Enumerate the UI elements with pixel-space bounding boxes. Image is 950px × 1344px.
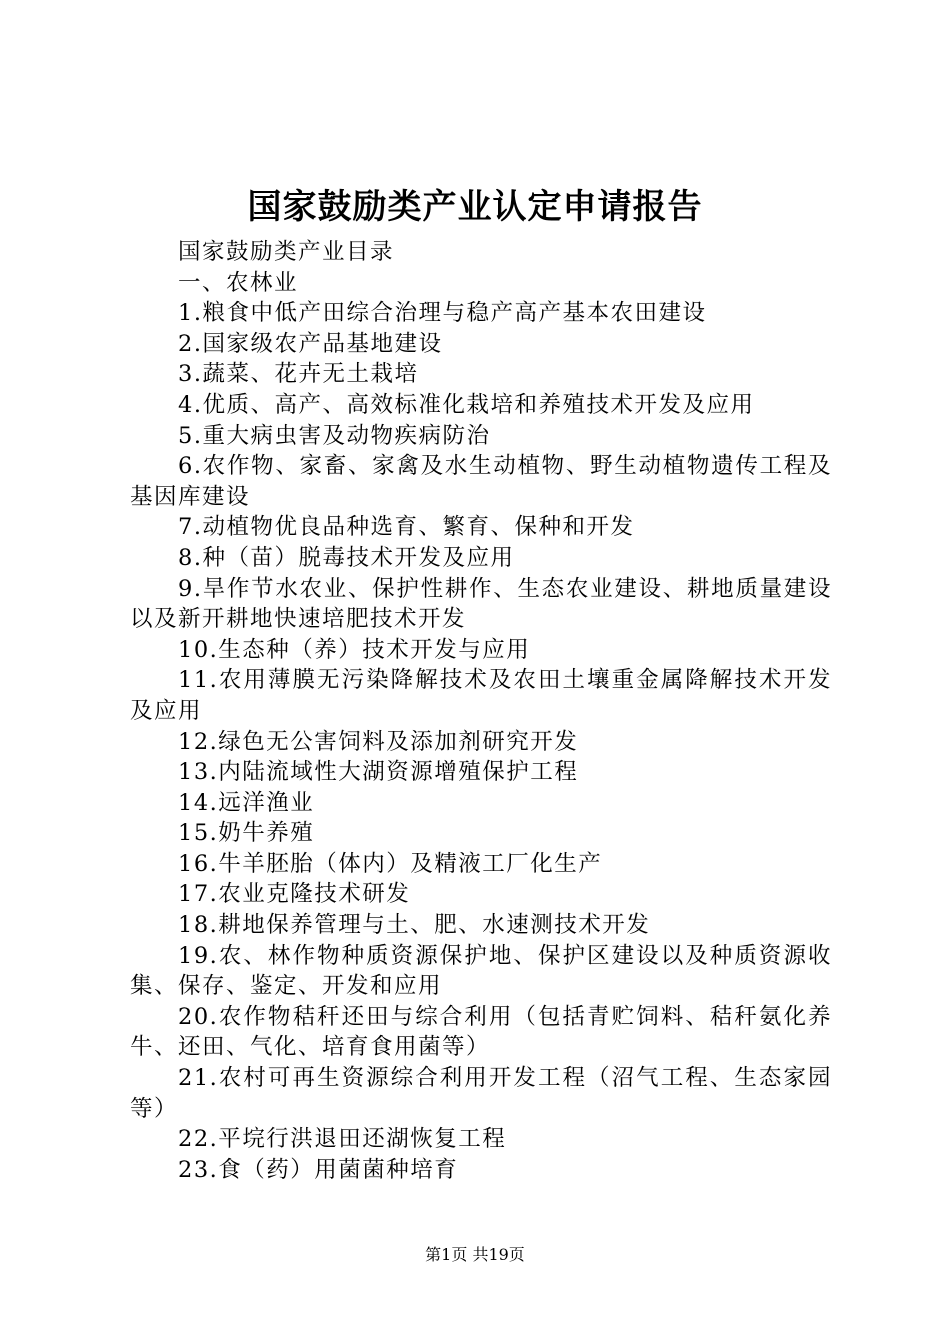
list-item-18: 18.耕地保养管理与土、肥、水速测技术开发 (178, 912, 651, 939)
list-item-9: 9.旱作节水农业、保护性耕作、生态农业建设、耕地质量建设以及新开耕地快速培肥技术开发 (130, 575, 832, 633)
list-item-4: 4.优质、高产、高效标准化栽培和养殖技术开发及应用 (178, 391, 755, 418)
paragraph-catalog-heading: 国家鼓励类产业目录 (178, 239, 395, 265)
page-number-footer: 第1页 共19页 (425, 1245, 525, 1264)
list-item-1: 1.粮食中低产田综合治理与稳产高产基本农田建设 (178, 300, 707, 327)
document-title: 国家鼓励类产业认定申请报告 (247, 187, 703, 227)
list-item-22: 22.平垸行洪退田还湖恢复工程 (178, 1126, 507, 1153)
list-item-16: 16.牛羊胚胎（体内）及精液工厂化生产 (178, 850, 603, 877)
list-item-10: 10.生态种（养）技术开发与应用 (178, 636, 531, 663)
list-item-11: 11.农用薄膜无污染降解技术及农田土壤重金属降解技术开发及应用 (130, 667, 832, 724)
list-item-14: 14.远洋渔业 (178, 789, 315, 816)
list-item-12: 12.绿色无公害饲料及添加剂研究开发 (178, 728, 579, 755)
list-item-21: 21.农村可再生资源综合利用开发工程（沼气工程、生态家园等） (130, 1065, 832, 1122)
list-item-20: 20.农作物秸秆还田与综合利用（包括青贮饲料、秸秆氨化养牛、还田、气化、培育食用菌等） (130, 1003, 832, 1061)
list-item-23: 23.食（药）用菌菌种培育 (178, 1156, 459, 1183)
paragraph-section-heading: 一、农林业 (178, 269, 299, 296)
list-item-5: 5.重大病虫害及动物疾病防治 (178, 422, 491, 449)
list-item-19: 19.农、林作物种质资源保护地、保护区建设以及种质资源收集、保存、鉴定、开发和应用 (130, 942, 832, 1000)
list-item-6: 6.农作物、家畜、家禽及水生动植物、野生动植物遗传工程及基因库建设 (130, 453, 832, 510)
list-item-17: 17.农业克隆技术研发 (178, 881, 411, 908)
list-item-2: 2.国家级农产品基地建设 (178, 330, 443, 357)
document-body (130, 237, 832, 1185)
list-item-15: 15.奶牛养殖 (178, 820, 315, 847)
list-item-7: 7.动植物优良品种选育、繁育、保种和开发 (178, 514, 635, 541)
list-item-3: 3.蔬菜、花卉无土栽培 (178, 361, 419, 388)
list-item-13: 13.内陆流域性大湖资源增殖保护工程 (178, 759, 579, 786)
list-item-8: 8.种（苗）脱毒技术开发及应用 (178, 544, 515, 571)
